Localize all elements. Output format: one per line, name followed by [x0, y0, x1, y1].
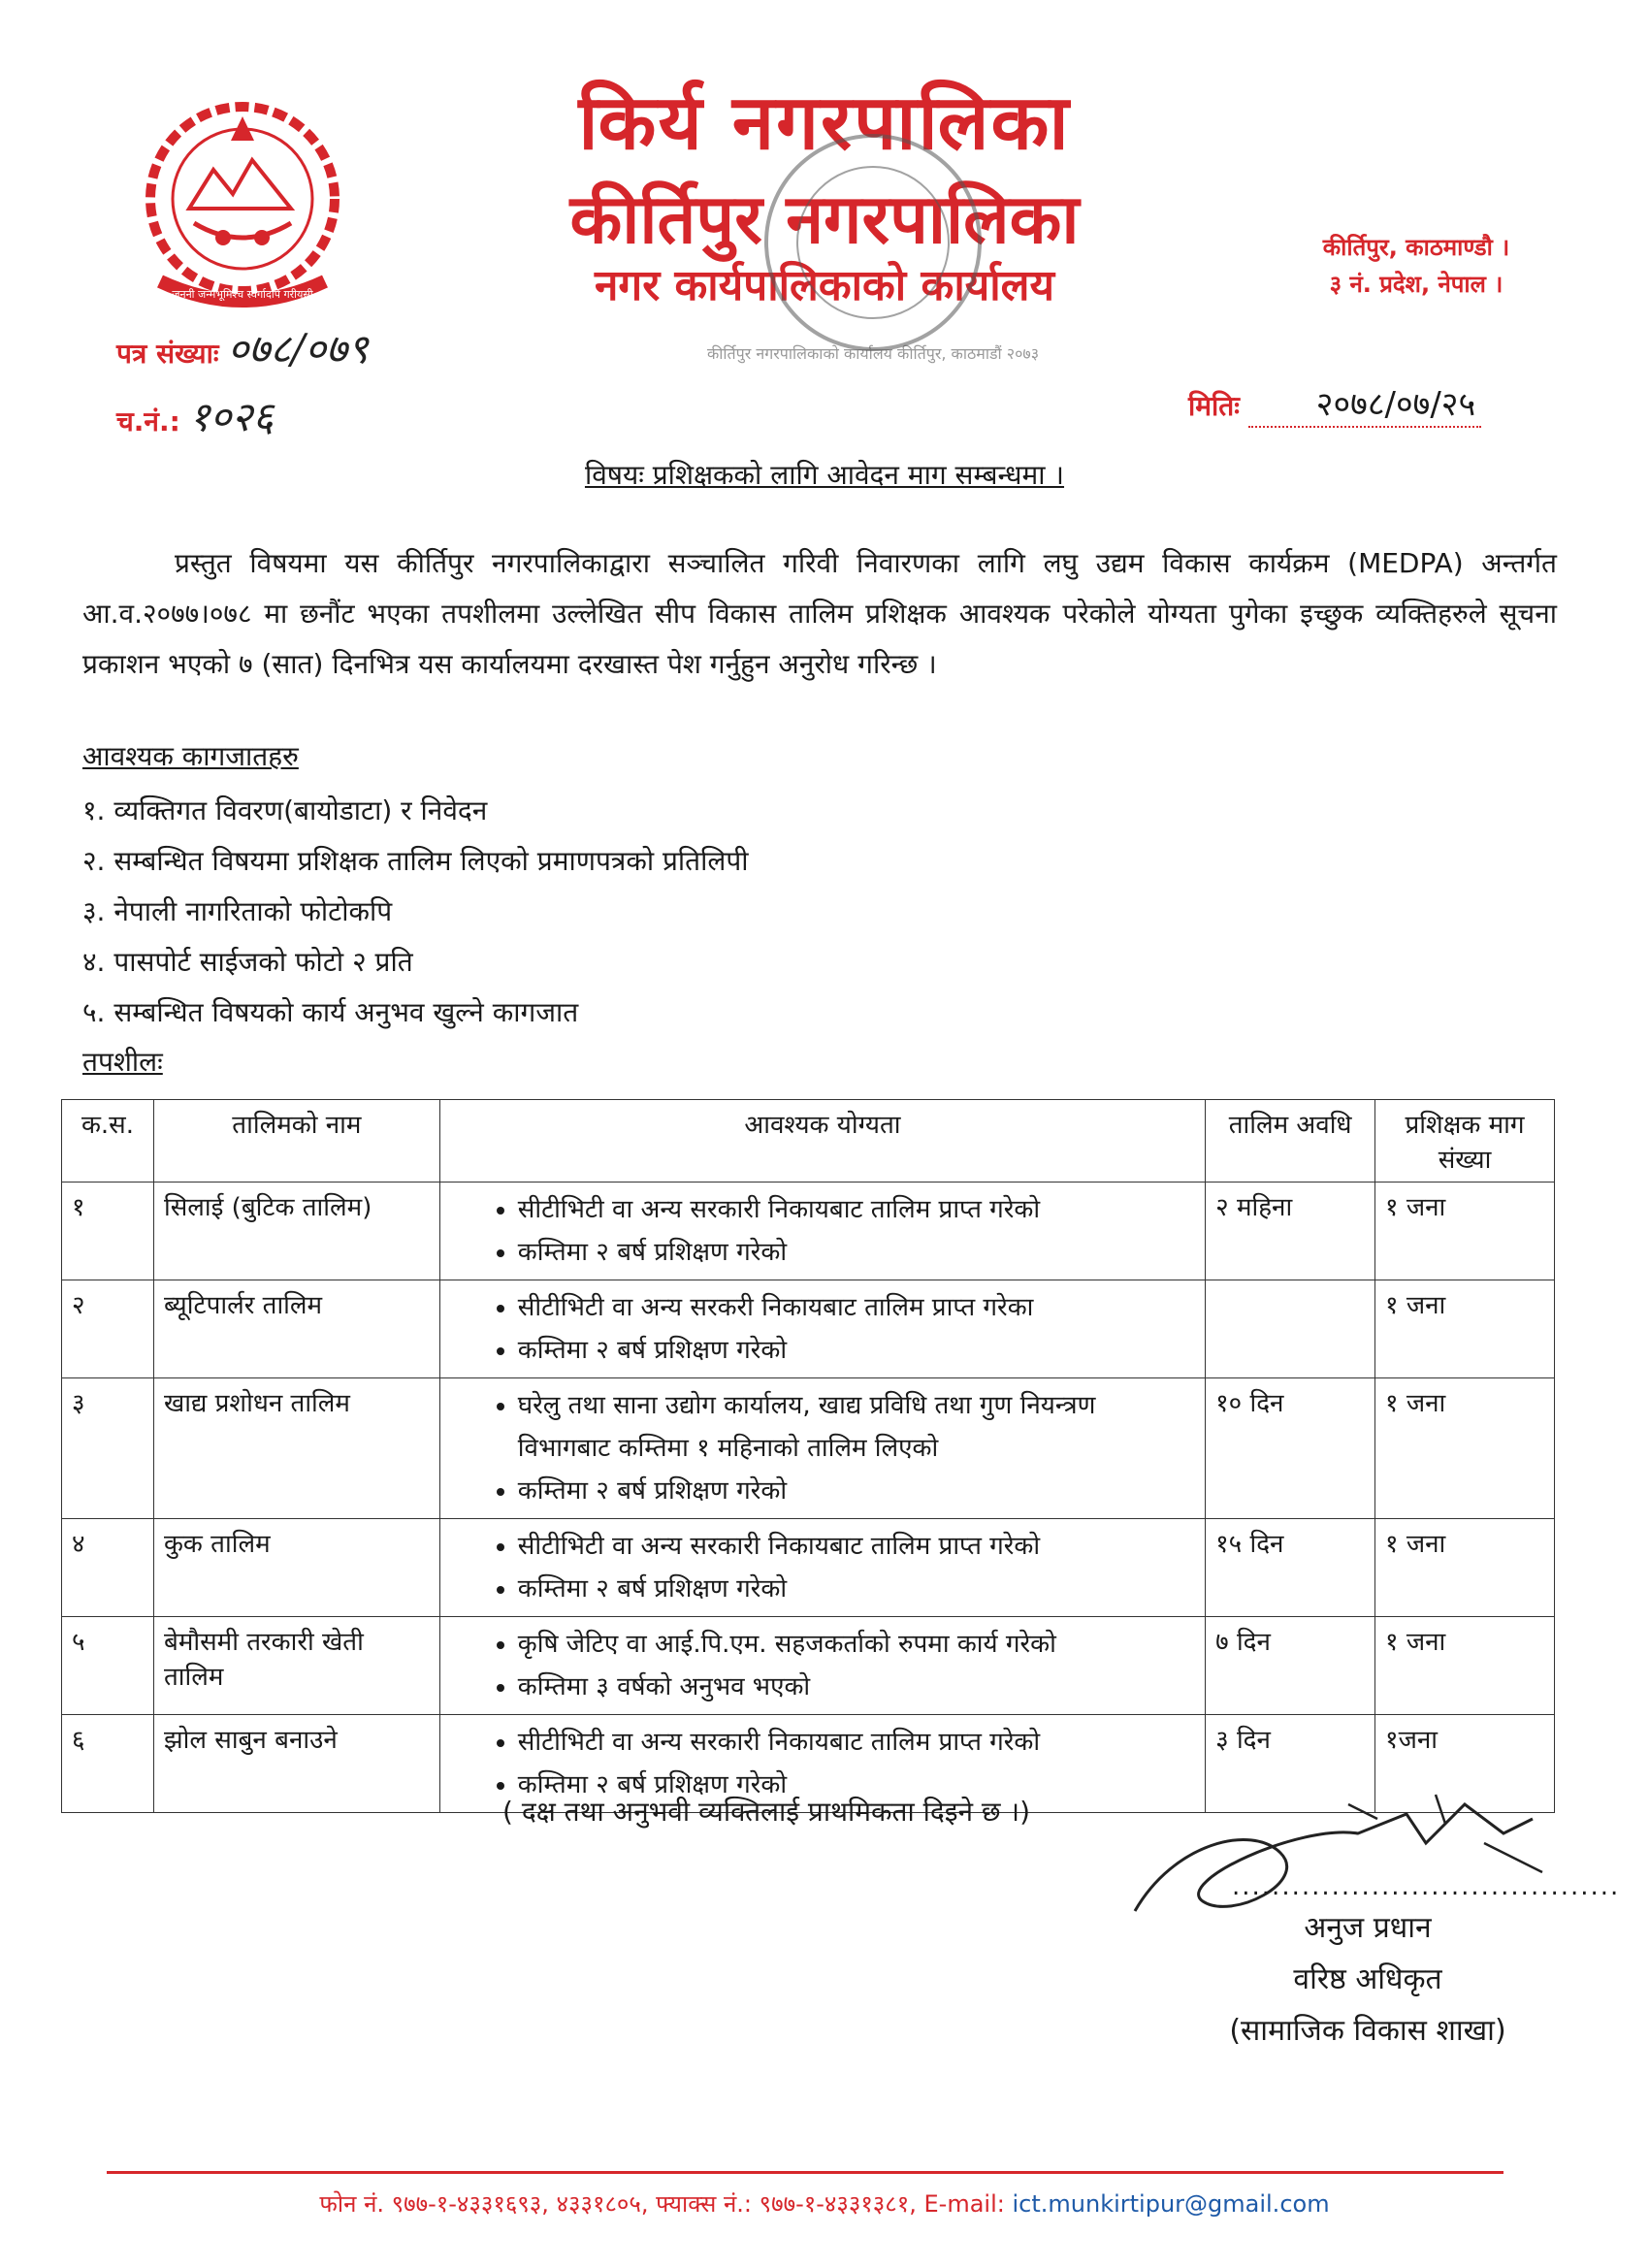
qualification-item: • कम्तिमा २ बर्ष प्रशिक्षण गरेको: [518, 1329, 1195, 1372]
cell-count: १ जना: [1375, 1519, 1555, 1617]
letter-number-label: पत्र संख्याः: [116, 338, 219, 370]
footer-email[interactable]: ict.munkirtipur@gmail.com: [1012, 2190, 1330, 2218]
subject: [0, 456, 1649, 493]
address-line2: ३ नं. प्रदेश, नेपाल ।: [1329, 271, 1504, 298]
document-item: ४. पासपोर्ट साईजको फोटो २ प्रति: [82, 946, 413, 978]
cell-name: सिलाई (बुटिक तालिम): [153, 1183, 439, 1280]
cell-count: १जना: [1375, 1715, 1555, 1813]
priority-note: ( दक्ष तथा अनुभवी व्यक्तिलाई प्राथमिकता दिइने छ ।): [502, 1796, 1030, 1828]
header-qualification: आवश्यक योग्यता: [439, 1100, 1205, 1183]
office-stamp-icon: [706, 116, 1040, 398]
qualification-item: • कम्तिमा २ बर्ष प्रशिक्षण गरेको: [518, 1568, 1195, 1610]
signer-title: वरिष्ठ अधिकृत: [1293, 1962, 1442, 1996]
cell-sn: १: [62, 1183, 154, 1280]
qualification-item: • कम्तिमा २ बर्ष प्रशिक्षण गरेको: [518, 1470, 1195, 1512]
signer-name: अनुज प्रधान: [1304, 1911, 1432, 1945]
cell-count: १ जना: [1375, 1183, 1555, 1280]
cell-name: कुक तालिम: [153, 1519, 439, 1617]
cell-count: १ जना: [1375, 1378, 1555, 1519]
document-item: ३. नेपाली नागरिताको फोटोकपि: [82, 895, 393, 927]
header-sn: क.स.: [62, 1100, 154, 1183]
qualification-item: • सीटीभिटी वा अन्य सरकारी निकायबाट तालिम प्राप्त गरेको: [518, 1721, 1195, 1764]
footer-contact: फोन नं. ९७७-१-४३३१६९३, ४३३१८०५, फ्याक्स नं.: ९७७-१-४३३१३८१,: [319, 2190, 917, 2218]
qualification-item: • कृषि जेटिए वा आई.पि.एम. सहजकर्ताको रुपमा कार्य गरेको: [518, 1623, 1195, 1666]
qualification-item: • घरेलु तथा साना उद्योग कार्यालय, खाद्य प्रविधि तथा गुण नियन्त्रण विभागबाट कम्तिमा १ महिनाको तालिम लिएको: [518, 1384, 1195, 1470]
cell-name: खाद्य प्रशोधन तालिम: [153, 1378, 439, 1519]
cell-duration: २ महिना: [1206, 1183, 1375, 1280]
signature-line: .......................................: [1232, 1872, 1621, 1901]
table-row: [62, 1617, 1555, 1715]
document-item: २. सम्बन्धित विषयमा प्रशिक्षक तालिम लिएको प्रमाणपत्रको प्रतिलिपी: [82, 845, 749, 877]
qualification-item: • कम्तिमा ३ वर्षको अनुभव भएको: [518, 1666, 1195, 1708]
qualification-item: • सीटीभिटी वा अन्य सरकारी निकायबाट तालिम प्राप्त गरेको: [518, 1188, 1195, 1231]
document-item: ५. सम्बन्धित विषयको कार्य अनुभव खुल्ने कागजात: [82, 996, 579, 1028]
cell-quals: [439, 1519, 1205, 1617]
cell-count: १ जना: [1375, 1280, 1555, 1378]
qualification-item: • सीटीभिटी वा अन्य सरकरी निकायबाट तालिम प्राप्त गरेका: [518, 1286, 1195, 1329]
documents-title: आवश्यक कागजातहरु: [82, 740, 299, 772]
date-label: मितिः: [1188, 390, 1240, 422]
dispatch-number-label: च.नं.:: [116, 405, 180, 437]
cell-name: झोल साबुन बनाउने: [153, 1715, 439, 1813]
cell-sn: ३: [62, 1378, 154, 1519]
address-line1: कीर्तिपुर, काठमाण्डौ ।: [1322, 234, 1510, 261]
date: [1188, 380, 1481, 425]
cell-duration: १५ दिन: [1206, 1519, 1375, 1617]
table-row: [62, 1280, 1555, 1378]
header-trainer-count: प्रशिक्षक माग संख्या: [1375, 1100, 1555, 1183]
cell-duration: ७ दिन: [1206, 1617, 1375, 1715]
cell-name: बेमौसमी तरकारी खेती तालिम: [153, 1617, 439, 1715]
dispatch-number: [116, 388, 274, 443]
cell-quals: [439, 1280, 1205, 1378]
body-paragraph: प्रस्तुत विषयमा यस कीर्तिपुर नगरपालिकाद्वारा सञ्चालित गरिवी निवारणका लागि लघु उद्यम विकास कार्यक्रम (MEDPA) अन्तर्गत आ.व.२०७७।०७८ मा छनौंट भएका तपशीलमा उल्लेखित सीप विकास तालिम प्रशिक्षक आवश्यक परेकोले योग्यता पुगेका इच्छुक व्यक्तिहरुले सूचना प्रकाशन भएको ७ (सात) दिनभित्र यस कार्यालयमा दरखास्त पेश गर्नुहुन अनुरोध गरिन्छ ।: [82, 547, 1557, 680]
dispatch-number-value: १०२६: [188, 393, 275, 440]
emblem-motto: जननी जन्मभूमिश्च स्वर्गादपि गरीयसी: [172, 288, 313, 301]
cell-duration: ३ दिन: [1206, 1715, 1375, 1813]
footer-email-label: E-mail:: [923, 2190, 1005, 2218]
letter-number: [116, 320, 369, 375]
header-duration: तालिम अवधि: [1206, 1100, 1375, 1183]
date-value: २०७८/०७/२५: [1248, 385, 1481, 428]
signer-department: (सामाजिक विकास शाखा): [1229, 2014, 1506, 2048]
table-row: [62, 1183, 1555, 1280]
cell-duration: १० दिन: [1206, 1378, 1375, 1519]
table-header-row: [62, 1100, 1555, 1183]
header-title-line2: कीर्तिपुर नगरपालिका: [569, 179, 1080, 259]
table-row: [62, 1519, 1555, 1617]
footer: [0, 2187, 1649, 2219]
cell-name: ब्यूटिपार्लर तालिम: [153, 1280, 439, 1378]
training-table: [61, 1099, 1555, 1813]
qualification-item: • सीटीभिटी वा अन्य सरकारी निकायबाट तालिम प्राप्त गरेको: [518, 1525, 1195, 1568]
letter-number-value: ०७८/०७९: [227, 325, 369, 373]
header-title-line1: किर्य नगरपालिका: [578, 80, 1071, 167]
schedule-title: तपशीलः: [82, 1046, 163, 1078]
qualification-item: • कम्तिमा २ बर्ष प्रशिक्षण गरेको: [518, 1764, 1195, 1806]
table-row: [62, 1378, 1555, 1519]
cell-sn: ४: [62, 1519, 154, 1617]
footer-divider: [107, 2171, 1504, 2174]
cell-sn: २: [62, 1280, 154, 1378]
subject-text: विषयः प्रशिक्षकको लागि आवेदन माग सम्बन्धमा ।: [584, 459, 1065, 491]
cell-quals: [439, 1378, 1205, 1519]
header-office: नगर कार्यपालिकाको कार्यालय: [595, 261, 1054, 310]
cell-count: १ जना: [1375, 1617, 1555, 1715]
cell-duration: [1206, 1280, 1375, 1378]
cell-quals: [439, 1617, 1205, 1715]
cell-sn: ६: [62, 1715, 154, 1813]
cell-sn: ५: [62, 1617, 154, 1715]
qualification-item: • कम्तिमा २ बर्ष प्रशिक्षण गरेको: [518, 1231, 1195, 1274]
stamp-text: कीर्तिपुर नगरपालिकाको कार्यालय कीर्तिपुर, काठमाडौं २०७३: [706, 344, 1040, 363]
header-training-name: तालिमको नाम: [153, 1100, 439, 1183]
document-item: १. व्यक्तिगत विवरण(बायोडाटा) र निवेदन: [82, 794, 488, 826]
cell-quals: [439, 1183, 1205, 1280]
documents-list: [82, 786, 749, 1038]
